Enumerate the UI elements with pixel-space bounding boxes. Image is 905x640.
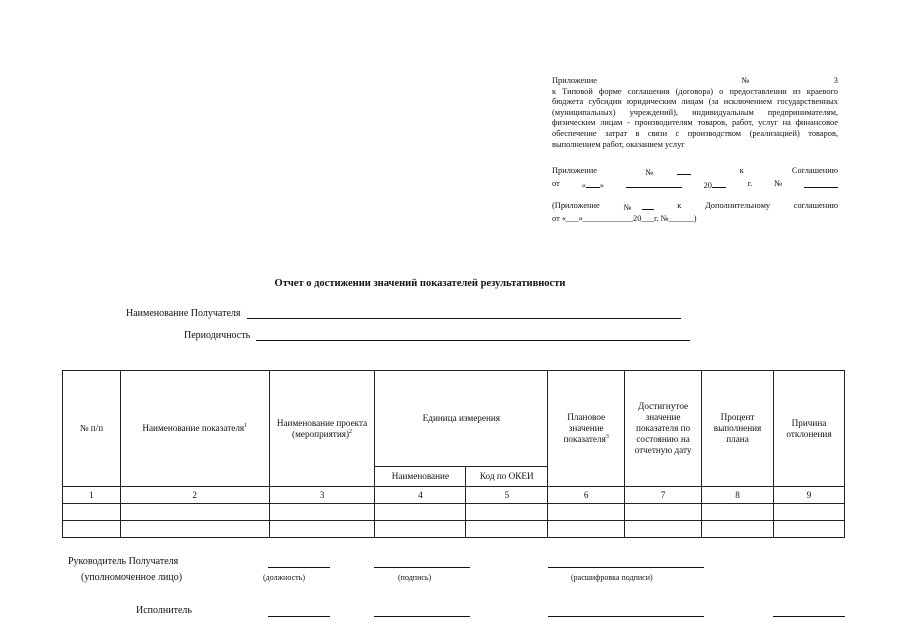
th-project — [269, 371, 375, 487]
th-achieved: Достигнутое значение показателя по состоянию на отчетную дату — [625, 371, 702, 487]
table-cell[interactable] — [269, 521, 375, 538]
th-plan-sup: 3 — [605, 433, 609, 440]
report-title-text: Отчет о достижении значений показателей результативности — [274, 278, 566, 289]
executor-signature-line[interactable] — [374, 616, 470, 617]
table-cell[interactable] — [269, 504, 375, 521]
col-num-4: 4 — [375, 487, 466, 504]
table-cell[interactable] — [625, 521, 702, 538]
table-cell[interactable] — [120, 521, 269, 538]
table-cell[interactable] — [702, 521, 774, 538]
b2-number-sign: № — [645, 168, 654, 178]
b2-k: к — [739, 166, 744, 176]
executor-decoding-line[interactable] — [548, 616, 704, 617]
table-row — [63, 504, 845, 521]
head-label-1: Руководитель Получателя — [68, 556, 179, 567]
b2-from: от — [552, 178, 560, 188]
executor-label: Исполнитель — [136, 605, 192, 616]
b3-additional: Дополнительному — [705, 201, 771, 211]
table-cell[interactable] — [773, 521, 844, 538]
table-cell[interactable] — [466, 521, 548, 538]
periodicity-input-line[interactable] — [256, 331, 690, 341]
caption-position: (должность) — [263, 573, 305, 582]
th-reason: Причина отклонения — [773, 371, 844, 487]
b2-year-blank[interactable] — [712, 179, 726, 188]
executor-position-line[interactable] — [268, 616, 330, 617]
col-num-6: 6 — [548, 487, 625, 504]
periodicity-field — [184, 330, 690, 341]
b2-year-prefix: 20 — [703, 180, 712, 190]
header-row-1 — [63, 371, 845, 467]
th-percent: Процент выполнения плана — [702, 371, 774, 487]
th-plan-text: Плановое значение показателя — [563, 412, 606, 444]
col-num-2: 2 — [120, 487, 269, 504]
appendix-agreement-ref — [552, 166, 838, 191]
b3-agreement: соглашению — [793, 201, 838, 211]
b2-word: Приложение — [552, 166, 597, 176]
col-num-8: 8 — [702, 487, 774, 504]
b2-month-blank[interactable] — [626, 179, 682, 188]
b2-day — [582, 179, 604, 192]
th-num: № п/п — [63, 371, 121, 487]
appendix-text: к Типовой форме соглашения (договора) о предоставлении из краевого бюджета субсидии юридическим лицам (за исключением государственных (муниципальных) учреждений), индивидуальным предпринимателям, физическим лицам - производителям товаров, работ, услуг на финансовое обеспечение затрат в связи с производством (реализацией) товаров, выполнением работ, оказанием услуг — [552, 86, 838, 149]
b2-number — [645, 166, 691, 179]
appendix-line-1 — [552, 76, 838, 87]
appendix-number: 3 — [833, 76, 838, 85]
th-unit-code: Код по ОКЕИ — [466, 467, 548, 487]
table-cell[interactable] — [625, 504, 702, 521]
b2-quote-open: « — [581, 180, 586, 190]
table-cell[interactable] — [466, 504, 548, 521]
th-indicator-text: Наименование показателя — [142, 423, 245, 433]
b2-quote-close: » — [599, 180, 604, 190]
th-project-text: Наименование проекта (мероприятия) — [276, 417, 368, 439]
head-signature-line[interactable] — [374, 567, 470, 568]
caption-decoding: (расшифровка подписи) — [571, 573, 653, 582]
col-num-3: 3 — [269, 487, 375, 504]
column-numbers-row — [63, 487, 845, 504]
b2-year-suffix: г. — [747, 178, 753, 188]
table-cell[interactable] — [63, 521, 121, 538]
b3-number — [623, 201, 653, 214]
appendix-label: Приложение — [552, 76, 597, 85]
recipient-label: Наименование Получателя — [126, 308, 241, 319]
th-indicator-sup: 1 — [244, 422, 248, 429]
th-unit: Единица измерения — [375, 371, 548, 467]
b3-number-sign: № — [623, 203, 632, 213]
table-cell[interactable] — [375, 504, 466, 521]
recipient-field — [126, 308, 681, 319]
head-position-line[interactable] — [268, 567, 330, 568]
b3-word: (Приложение — [552, 201, 600, 211]
col-num-1: 1 — [63, 487, 121, 504]
b2-agreement: Соглашению — [791, 166, 838, 176]
b2-agr-number-blank[interactable] — [804, 179, 838, 188]
table-cell[interactable] — [702, 504, 774, 521]
table-cell[interactable] — [120, 504, 269, 521]
th-unit-name: Наименование — [375, 467, 466, 487]
table-cell[interactable] — [548, 504, 625, 521]
b2-day-blank[interactable] — [586, 179, 600, 188]
b3-k: к — [677, 201, 682, 211]
table-cell[interactable] — [63, 504, 121, 521]
col-num-9: 9 — [773, 487, 844, 504]
periodicity-label: Периодичность — [184, 330, 251, 341]
b3-line-2: от «___»____________20___г. №______) — [552, 213, 697, 223]
table-cell[interactable] — [773, 504, 844, 521]
executor-phone-line[interactable] — [773, 616, 845, 617]
b2-number-blank[interactable] — [677, 166, 691, 175]
table-cell[interactable] — [548, 521, 625, 538]
indicators-table — [62, 370, 845, 538]
head-label-2: (уполномоченное лицо) — [81, 572, 183, 583]
col-num-5: 5 — [466, 487, 548, 504]
b3-number-blank[interactable] — [642, 201, 654, 210]
th-plan — [548, 371, 625, 487]
table-row — [63, 521, 845, 538]
th-project-sup: 2 — [349, 428, 353, 435]
report-title — [0, 278, 840, 289]
appendix-number-sign: № — [741, 76, 750, 85]
b2-agr-number-sign: № — [774, 178, 783, 188]
b2-year — [704, 179, 726, 192]
recipient-input-line[interactable] — [247, 309, 681, 319]
caption-signature: (подпись) — [398, 573, 432, 582]
table-cell[interactable] — [375, 521, 466, 538]
col-num-7: 7 — [625, 487, 702, 504]
th-indicator — [120, 371, 269, 487]
head-decoding-line[interactable] — [548, 567, 704, 568]
appendix-header — [552, 76, 838, 225]
appendix-additional-ref — [552, 201, 838, 224]
